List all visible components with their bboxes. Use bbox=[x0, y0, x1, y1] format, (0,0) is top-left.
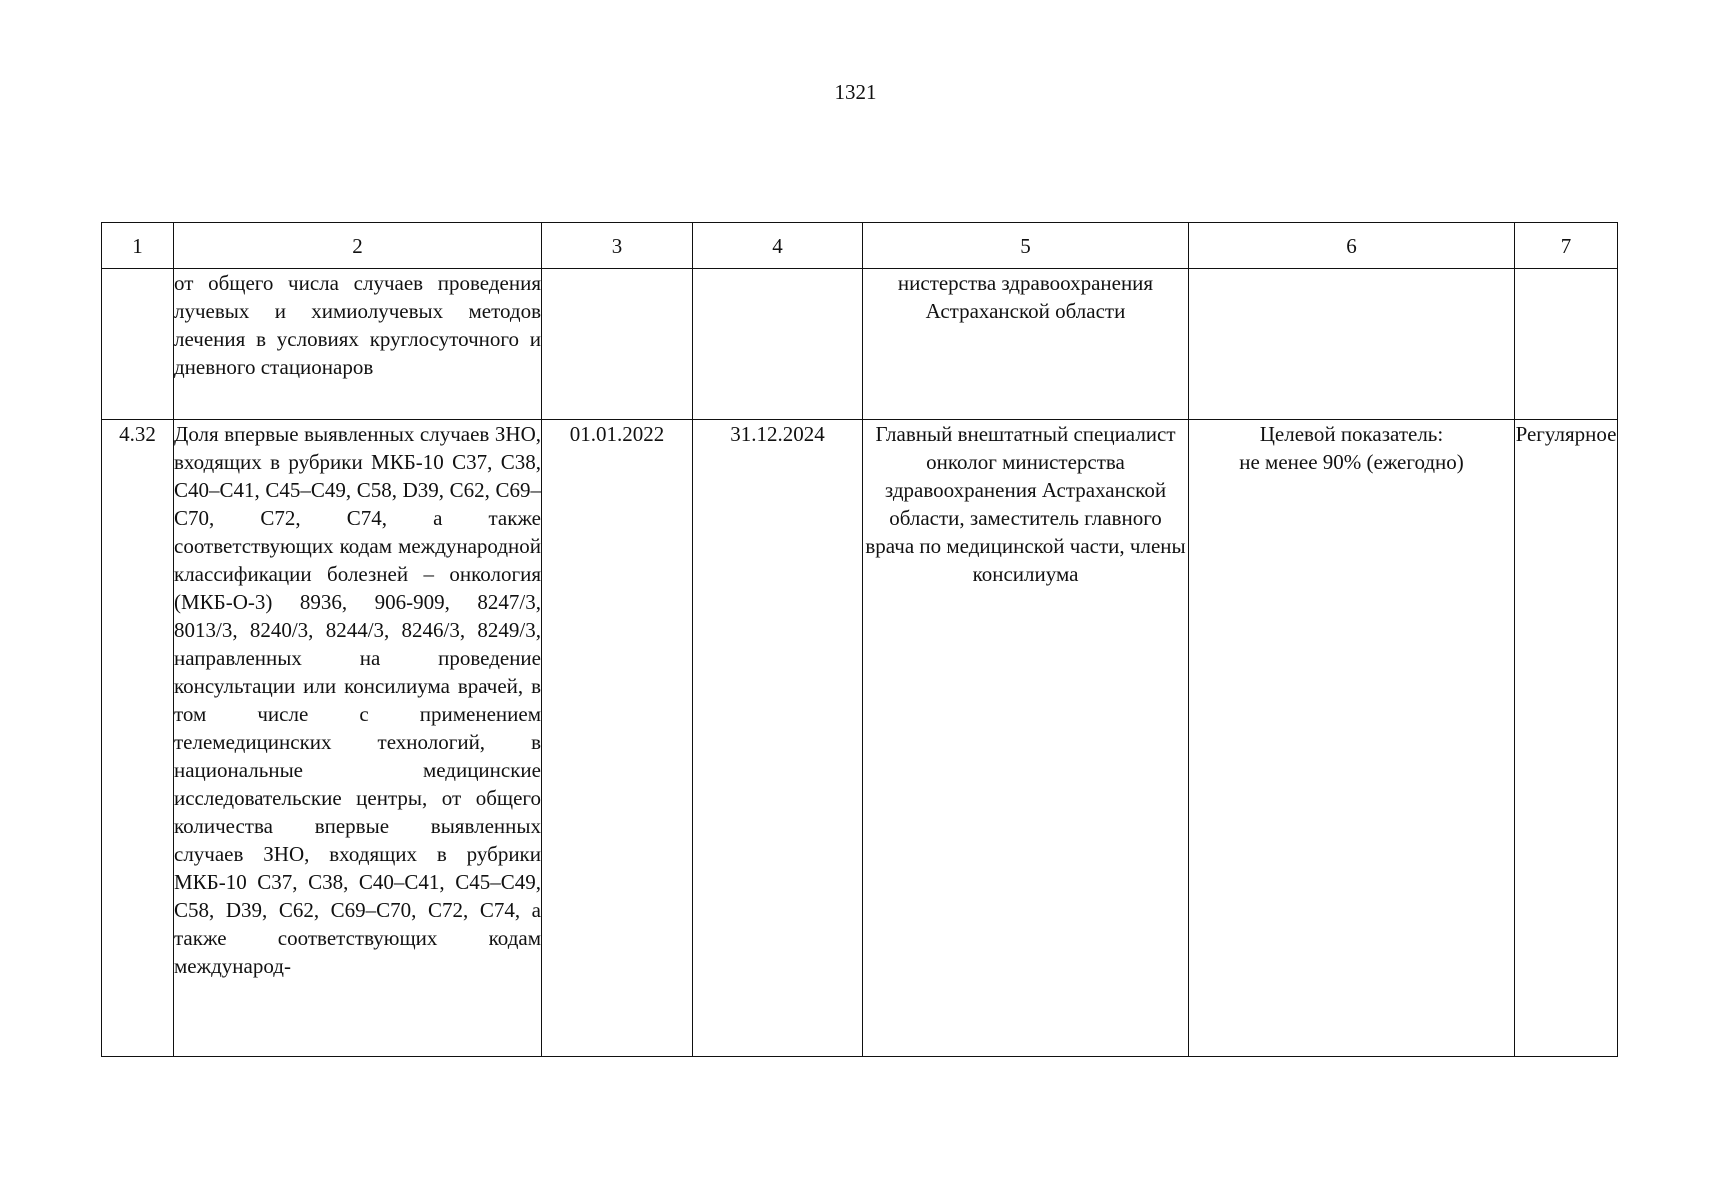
cell-start-date: 01.01.2022 bbox=[542, 420, 693, 1057]
column-header-4: 4 bbox=[693, 223, 863, 269]
column-header-2: 2 bbox=[174, 223, 542, 269]
cell-target bbox=[1189, 269, 1515, 420]
table-row bbox=[102, 420, 1618, 1057]
cell-indicator: от общего числа случаев проведения лучевых и химиолучевых методов лечения в условиях круглосуточного и дневного стационаров bbox=[174, 269, 542, 420]
cell-end-date bbox=[693, 269, 863, 420]
column-header-5: 5 bbox=[863, 223, 1189, 269]
cell-frequency: Регулярное bbox=[1515, 420, 1618, 1057]
table-row bbox=[102, 269, 1618, 420]
cell-target bbox=[1189, 420, 1515, 1057]
column-header-1: 1 bbox=[102, 223, 174, 269]
column-header-6: 6 bbox=[1189, 223, 1515, 269]
cell-frequency bbox=[1515, 269, 1618, 420]
target-label: Целевой показатель: bbox=[1259, 422, 1444, 446]
table-header-row bbox=[102, 223, 1618, 269]
page-number: 1321 bbox=[834, 80, 877, 104]
cell-responsible: Главный внештатный специалист онколог министерства здравоохранения Астраханской области, заместитель главного врача по медицинской части, члены консилиума bbox=[863, 420, 1189, 1057]
cell-number bbox=[102, 269, 174, 420]
cell-end-date: 31.12.2024 bbox=[693, 420, 863, 1057]
document-table bbox=[101, 222, 1618, 1057]
cell-number: 4.32 bbox=[102, 420, 174, 1057]
target-value: не менее 90% (ежегодно) bbox=[1239, 450, 1464, 474]
cell-responsible: нистерства здравоохранения Астраханской области bbox=[863, 269, 1189, 420]
cell-start-date bbox=[542, 269, 693, 420]
column-header-7: 7 bbox=[1515, 223, 1618, 269]
column-header-3: 3 bbox=[542, 223, 693, 269]
cell-indicator: Доля впервые выявленных случаев ЗНО, входящих в рубрики МКБ-10 C37, C38, C40–C41, C45–C49, C58, D39, C62, C69–C70, C72, C74, а также соответствующих кодам международной классификации болезней – онкология (МКБ-О-3) 8936, 906-909, 8247/3, 8013/3, 8240/3, 8244/3, 8246/3, 8249/3, направленных на проведение консультации или консилиума врачей, в том числе с применением телемедицинских технологий, в национальные медицинские исследовательские центры, от общего количества впервые выявленных случаев ЗНО, входящих в рубрики МКБ-10 C37, C38, C40–C41, C45–C49, C58, D39, C62, C69–C70, C72, C74, а также соответствующих кодам международ- bbox=[174, 420, 542, 1057]
